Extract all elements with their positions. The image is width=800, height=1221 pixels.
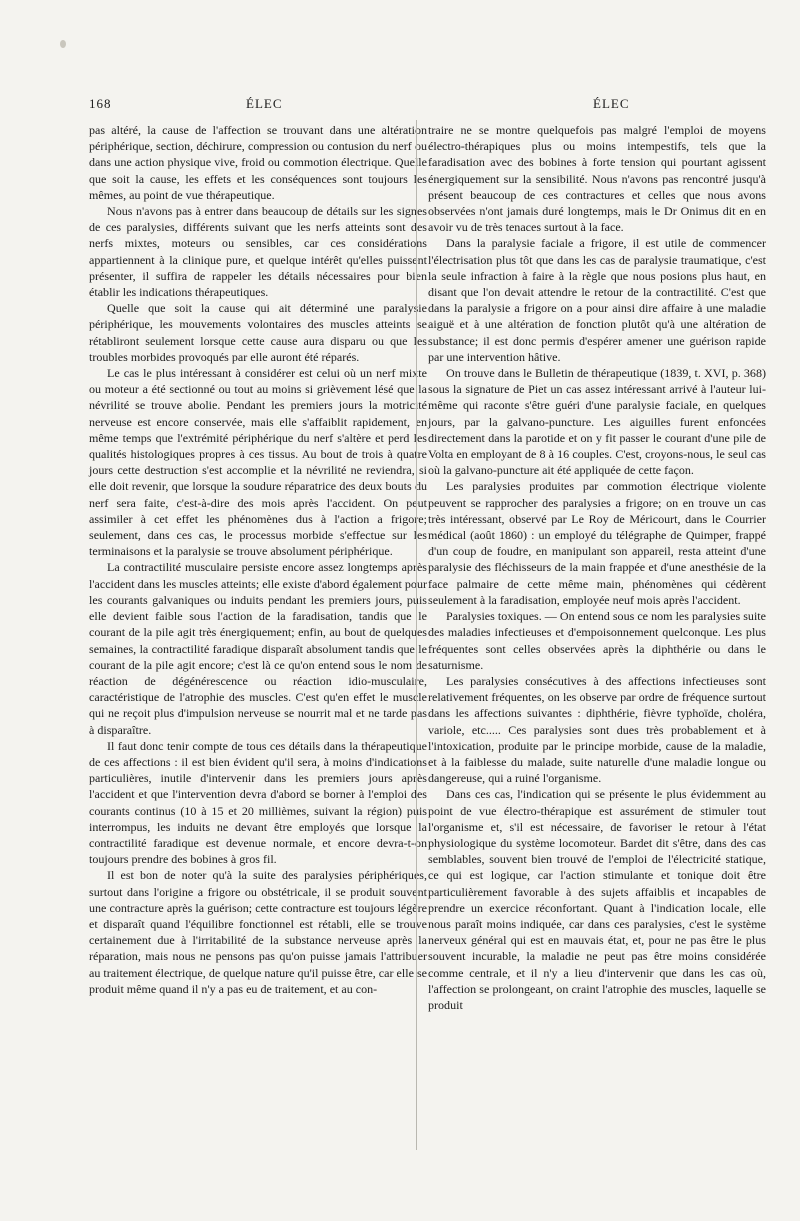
- right-running-head: ÉLEC: [593, 96, 630, 111]
- paragraph: Paralysies toxiques. — On entend sous ce nom les paralysies suite des maladies infectieuses et d'empoisonnement quelconque. Les plus fréquentes sont celles observées après la diphthérie ou dans le saturnisme.: [428, 609, 766, 672]
- paragraph: traire ne se montre quelquefois pas malgré l'emploi de moyens électro-thérapiques plus ou moins intempestifs, tels que la faradisation avec des bobines à forte tension qui pourtant agissent énergiquement sur la sensibilité. Nous n'avons pas rencontré jusqu'à présent beaucoup de ces contractures et celles que nous avons observées n'ont jamais duré longtemps, mais le Dr Onimus dit en en avoir vu de très tenaces surtout à la face.: [428, 123, 766, 235]
- running-header: [0, 96, 800, 116]
- paragraph: Dans la paralysie faciale a frigore, il est utile de commencer l'électrisation plus tôt que dans les cas de paralysie traumatique, c'est la seule infraction à faire à la règle que nous posions plus haut, en disant que l'on devait attendre le retour de la contractilité. C'est que dans la paralysie a frigore on a pour ainsi dire affaire à une maladie aiguë et à une altération de fonction plutôt qu'à une altération de substance; il est donc permis d'espérer amener une guérison rapide par une intervention hâtive.: [428, 236, 766, 364]
- paragraph: pas altéré, la cause de l'affection se trouvant dans une altération périphérique, section, déchirure, compression ou contusion du nerf ou dans une action physique vive, froid ou commotion électrique. Quelle que soit la cause, les effets et les conséquences sont toujours les mêmes, au point de vue thérapeutique.: [89, 123, 427, 202]
- paragraph: On trouve dans le Bulletin de thérapeutique (1839, t. XVI, p. 368) sous la signature de Piet un cas assez intéressant arrivé à l'auteur lui-même qui raconte s'être guéri d'une paralysie faciale, en quelques jours, par la galvano-puncture. Les aiguilles furent enfoncées directement dans la parotide et on y fit passer le courant d'une pile de Volta en employant de 8 à 16 couples. C'est, croyons-nous, le seul cas où la galvano-puncture ait été appliquée de cette façon.: [428, 366, 766, 478]
- paragraph: Les paralysies consécutives à des affections infectieuses sont relativement fréquentes, on les observe par ordre de fréquence surtout dans les affections suivantes : diphthérie, fièvre typhoïde, choléra, variole, etc..... Ces paralysies sont dues très probablement et à l'intoxication, produite par le principe morbide, cause de la maladie, et à la faiblesse du malade, suite naturelle d'une maladie longue ou dangereuse, qui a ruiné l'organisme.: [428, 673, 766, 786]
- column-divider: [416, 120, 417, 1150]
- paragraph: La contractilité musculaire persiste encore assez longtemps après l'accident dans les muscles atteints; elle existe d'abord également pour les courants galvaniques ou induits pendant les premiers jours, puis elle devient faible sous l'action de la faradisation, tandis que le courant de la pile agit très énergiquement; enfin, au bout de quelques semaines, la contractilité faradique disparaît absolument tandis que le courant de la pile agit encore; c'est là ce qu'on entend sous le nom de réaction de dégénérescence ou réaction idio-musculaire, caractéristique de l'atrophie des muscles. C'est qu'en effet le muscle qui ne reçoit plus d'impulsion nerveuse se nourrit mal et ne tarde pas à disparaître.: [89, 560, 427, 737]
- paragraph: Il est bon de noter qu'à la suite des paralysies périphériques, surtout dans l'origine a frigore ou obstétricale, il se produit souvent une contracture après la guérison; cette contracture est toujours légère et disparaît quand l'équilibre fonctionnel est rétabli, elle se trouve certainement due à l'irritabilité de la substance nerveuse après la réparation, mais nous ne pensons pas qu'on puisse jamais l'attribuer au traitement électrique, de quelque nature qu'il puisse être, car elle se produit même quand il n'y a pas eu de traitement, et au con-: [89, 868, 427, 996]
- left-column: [89, 122, 427, 997]
- paragraph: Quelle que soit la cause qui ait déterminé une paralysie périphérique, les mouvements volontaires des muscles atteints se rétabliront seulement lorsque cette cause aura disparu ou que les troubles morbides provoqués par elle auront été réparés.: [89, 301, 427, 364]
- paper-speck: [60, 40, 66, 48]
- paragraph: Le cas le plus intéressant à considérer est celui où un nerf mixte ou moteur a été sectionné ou tout au moins si grièvement lésé que la névrilité se trouve abolie. Pendant les premiers jours la motricité nerveuse est encore conservée, mais elle s'affaiblit rapidement, en même temps que l'extrémité périphérique du nerf s'altère et perd les qualités histologiques propres à ces tissus. Au bout de trois à quatre jours cette destruction s'est accomplie et la névrilité ne reviendra, si elle doit revenir, que lorsque la soudure réparatrice des deux bouts du nerf sera faite, c'est-à-dire des mois après l'accident. On peut assimiler à cet effet les phénomènes dus à l'action a frigore; seulement, dans ces cas, le processus morbide s'effectue sur les terminaisons et la paralysie se trouve absolument périphérique.: [89, 366, 427, 559]
- right-column: [428, 122, 766, 1013]
- page-number: 168: [89, 96, 112, 111]
- paragraph: Nous n'avons pas à entrer dans beaucoup de détails sur les signes de ces paralysies, différents suivant que les nerfs atteints sont des nerfs mixtes, moteurs ou sensibles, car ces considérations appartiennent à la clinique pure, et quelque intérêt qu'elles puissent présenter, il suffira de rappeler les détails nécessaires pour bien établir les indications thérapeutiques.: [89, 204, 427, 300]
- left-running-head: ÉLEC: [246, 96, 283, 111]
- paragraph: Les paralysies produites par commotion électrique violente peuvent se rapprocher des paralysies a frigore; on en trouve un cas très intéressant, observé par Le Roy de Méricourt, dans le Courrier médical (août 1860) : un employé du télégraphe de Quimper, frappé d'un coup de foudre, en manipulant son appareil, resta atteint d'une paralysie des fléchisseurs de la main frappée et d'une anesthésie de la face palmaire de cette même main, phénomènes qui cédèrent seulement à la faradisation, employée neuf mois après l'accident.: [428, 479, 766, 607]
- paragraph: Il faut donc tenir compte de tous ces détails dans la thérapeutique de ces affections : il est bien évident qu'il sera, à moins d'indications particulières, inutile d'intervenir dans les premiers jours après l'accident et que l'intervention devra d'abord se borner à l'emploi des courants continus (10 à 15 et 20 millièmes, suivant la région) puis interrompus, les induits ne devant être employés que lorsque la contractilité faradique est devenue normale, et encore devra-t-on toujours prendre des bobines à gros fil.: [89, 738, 427, 867]
- paragraph: Dans ces cas, l'indication qui se présente le plus évidemment au point de vue électro-thérapique est assurément de stimuler tout l'organisme et, s'il est nécessaire, de favoriser le retour à l'état physiologique du système locomoteur. Bardet dit s'être, dans des cas semblables, souvent bien trouvé de l'emploi de l'électricité statique, ce qui est logique, car l'action stimulante et tonique doit être particulièrement favorable à des sujets affaiblis et incapables de prendre un exercice réconfortant. Quant à l'indication locale, elle nous paraît moins indiquée, car dans ces paralysies, c'est le système nerveux général qui est en mauvais état, et, pour ne pas être le plus souvent incurable, la maladie ne peut pas être moins considérée comme centrale, et il n'y a lieu d'intervenir que dans les cas où, l'affection se prolongeant, on craint l'atrophie des muscles, laquelle se produit: [428, 787, 766, 1012]
